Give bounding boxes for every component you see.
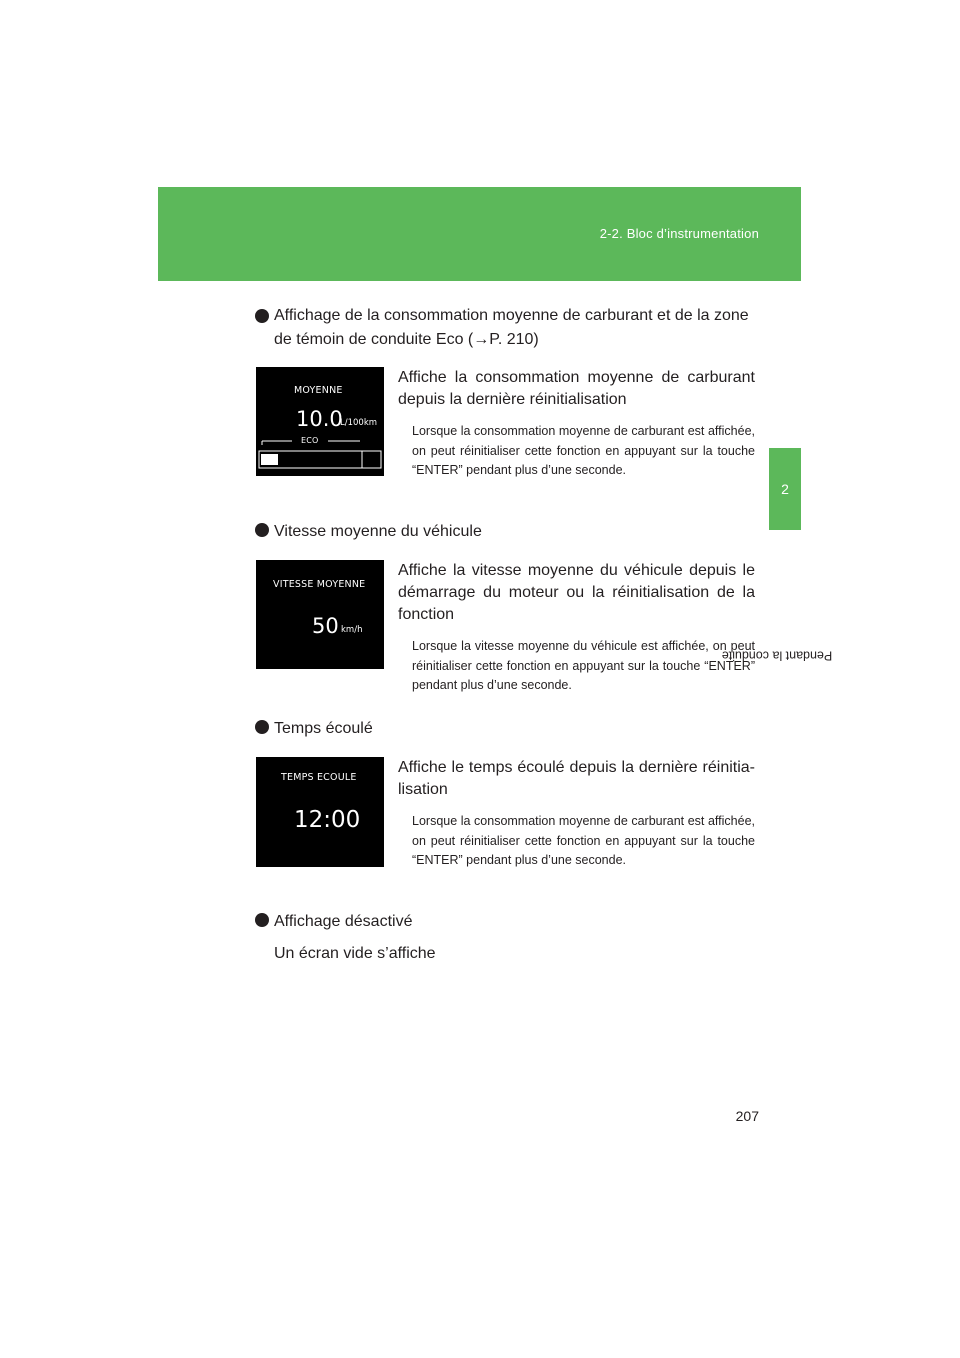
display-screen-average-consumption xyxy=(256,367,384,476)
item-description: Affiche la consommation moyenne de carburant depuis la dernière réinitialisation xyxy=(398,369,755,408)
section-header-bar xyxy=(158,187,801,281)
screen-unit: L/100km xyxy=(340,418,378,428)
screen-title: MOYENNE xyxy=(294,385,343,396)
bullet-heading-average-consumption xyxy=(255,304,755,352)
chapter-tab-label xyxy=(721,530,833,663)
item-note: Lorsque la vitesse moyenne du véhicule est affichée, on peut réinitialiser cette fonction en appuyant sur la touche “ENTER” pendant plus d’une seconde. xyxy=(412,639,755,692)
screen-value: 10.0 xyxy=(296,407,343,431)
bullet-text: Vitesse moyenne du véhicule xyxy=(274,523,482,540)
item-note: Lorsque la consommation moyenne de carburant est affichée, on peut réinitialiser cette fonction en appuyant sur la touche “ENTER” pendant plus d’une seconde. xyxy=(412,814,755,867)
bullet-heading-display-off xyxy=(255,910,412,934)
screen-unit: km/h xyxy=(341,625,363,635)
display-off-description: Un écran vide s’affiche xyxy=(274,945,436,962)
item-note: Lorsque la consommation moyenne de carburant est affichée, on peut réinitialiser cette fonction en appuyant sur la touche “ENTER” pendant plus d’une seconde. xyxy=(412,424,755,477)
page-number: 207 xyxy=(735,1108,759,1124)
display-screen-elapsed-time xyxy=(256,757,384,867)
screen-value: 12:00 xyxy=(294,807,361,833)
item-description: Affiche le temps écoulé depuis la dernière réinitia-lisation xyxy=(398,759,755,798)
chapter-label-text: Pendant la conduite xyxy=(721,648,833,663)
screen-value: 50 xyxy=(312,614,339,638)
display-screen-average-speed xyxy=(256,560,384,669)
bullet-icon xyxy=(255,913,269,927)
bullet-heading-average-speed xyxy=(255,520,482,544)
eco-zone-indicator xyxy=(256,433,384,473)
bullet-icon xyxy=(255,523,269,537)
bullet-icon xyxy=(255,309,269,323)
screen-title: TEMPS ECOULE xyxy=(281,772,357,783)
screen-title: VITESSE MOYENNE xyxy=(273,579,366,590)
bullet-icon xyxy=(255,720,269,734)
bullet-text: Affichage désactivé xyxy=(274,913,413,930)
bullet-text: Temps écoulé xyxy=(274,720,373,737)
item-description: Affiche la vitesse moyenne du véhicule depuis le démarrage du moteur ou la réinitialisation de la fonction xyxy=(398,562,755,623)
eco-label: ECO xyxy=(301,436,319,445)
bullet-heading-elapsed-time xyxy=(255,717,373,741)
bullet-text: Affichage de la consommation moyenne de carburant et de la zone de témoin de conduite Eco (→P. 210) xyxy=(274,307,749,348)
chapter-tab-number: 2 xyxy=(769,448,801,530)
section-title: 2-2. Bloc d’instrumentation xyxy=(599,226,759,241)
